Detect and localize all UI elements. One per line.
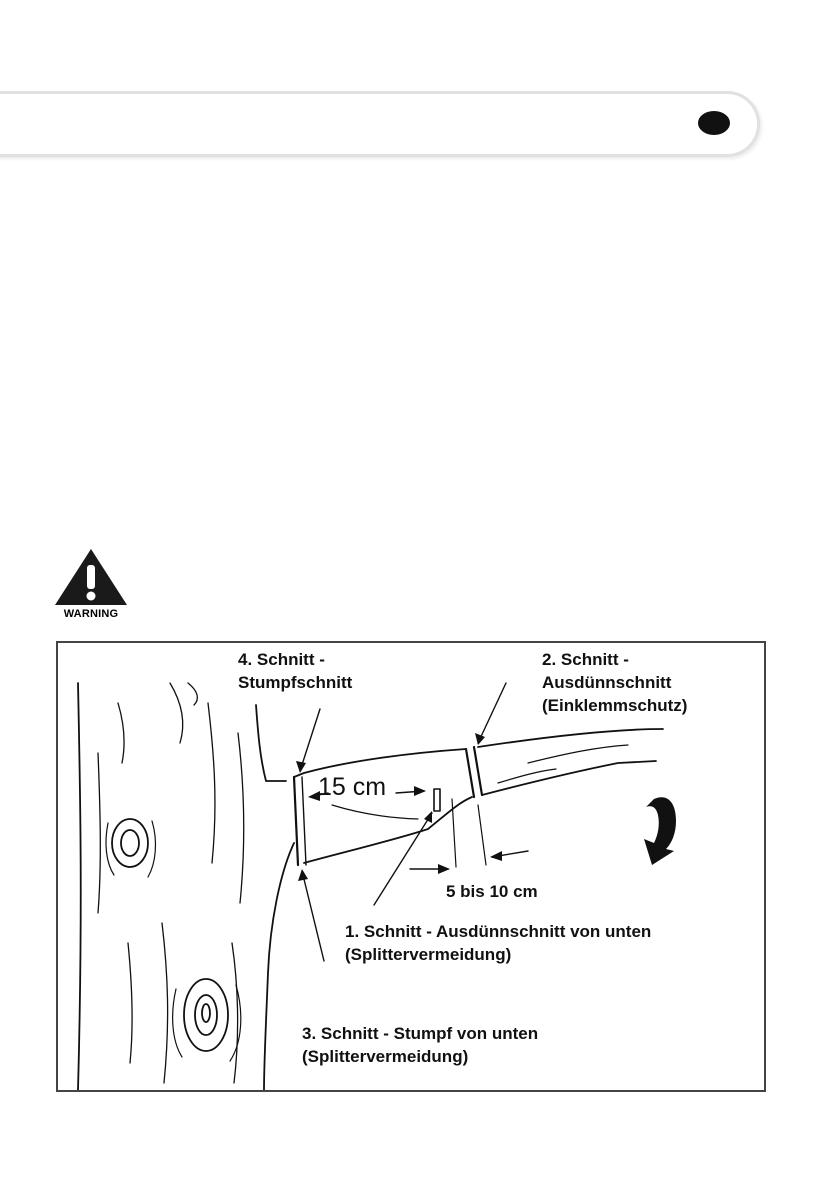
cut2-line-b <box>474 747 482 795</box>
cut3-label-line1: 3. Schnitt - Stumpf von unten <box>302 1024 539 1043</box>
cut2-label-line1: 2. Schnitt - <box>542 650 629 669</box>
cut3-label-line2: (Splittervermeidung) <box>302 1047 469 1066</box>
cut1-label-line1: 1. Schnitt - Ausdünnschnitt von unten <box>345 922 652 941</box>
header-bar <box>0 91 760 157</box>
language-badge-dot <box>698 111 730 135</box>
warning-label: WARNING <box>63 608 119 620</box>
warning-symbol <box>53 547 129 625</box>
curved-arrow-down-icon <box>644 797 676 865</box>
branch-bottom-stump <box>304 797 472 863</box>
cut2-line-a <box>466 749 474 797</box>
trunk-left-edge <box>78 683 81 1090</box>
cutting-diagram <box>56 641 766 1092</box>
cut4-label-line2: Stumpfschnitt <box>238 673 353 692</box>
warning-triangle-icon <box>53 547 129 607</box>
cut4-label-line1: 4. Schnitt - <box>238 650 325 669</box>
branch-bottom-outer <box>482 761 656 795</box>
cut1-notch <box>434 789 440 811</box>
cut2-label-line3: (Einklemmschutz) <box>542 696 688 715</box>
trunk-right-edge-upper <box>256 705 286 781</box>
cut4-line <box>294 777 298 865</box>
cut2-label-line2: Ausdünnschnitt <box>542 673 672 692</box>
dimension-5-10cm: 5 bis 10 cm <box>446 882 538 901</box>
dimension-15cm: 15 cm <box>318 773 387 801</box>
branch-top-outer <box>478 729 663 747</box>
cut1-label-line2: (Splittervermeidung) <box>345 945 512 964</box>
trunk-right-edge-lower <box>264 843 294 1090</box>
